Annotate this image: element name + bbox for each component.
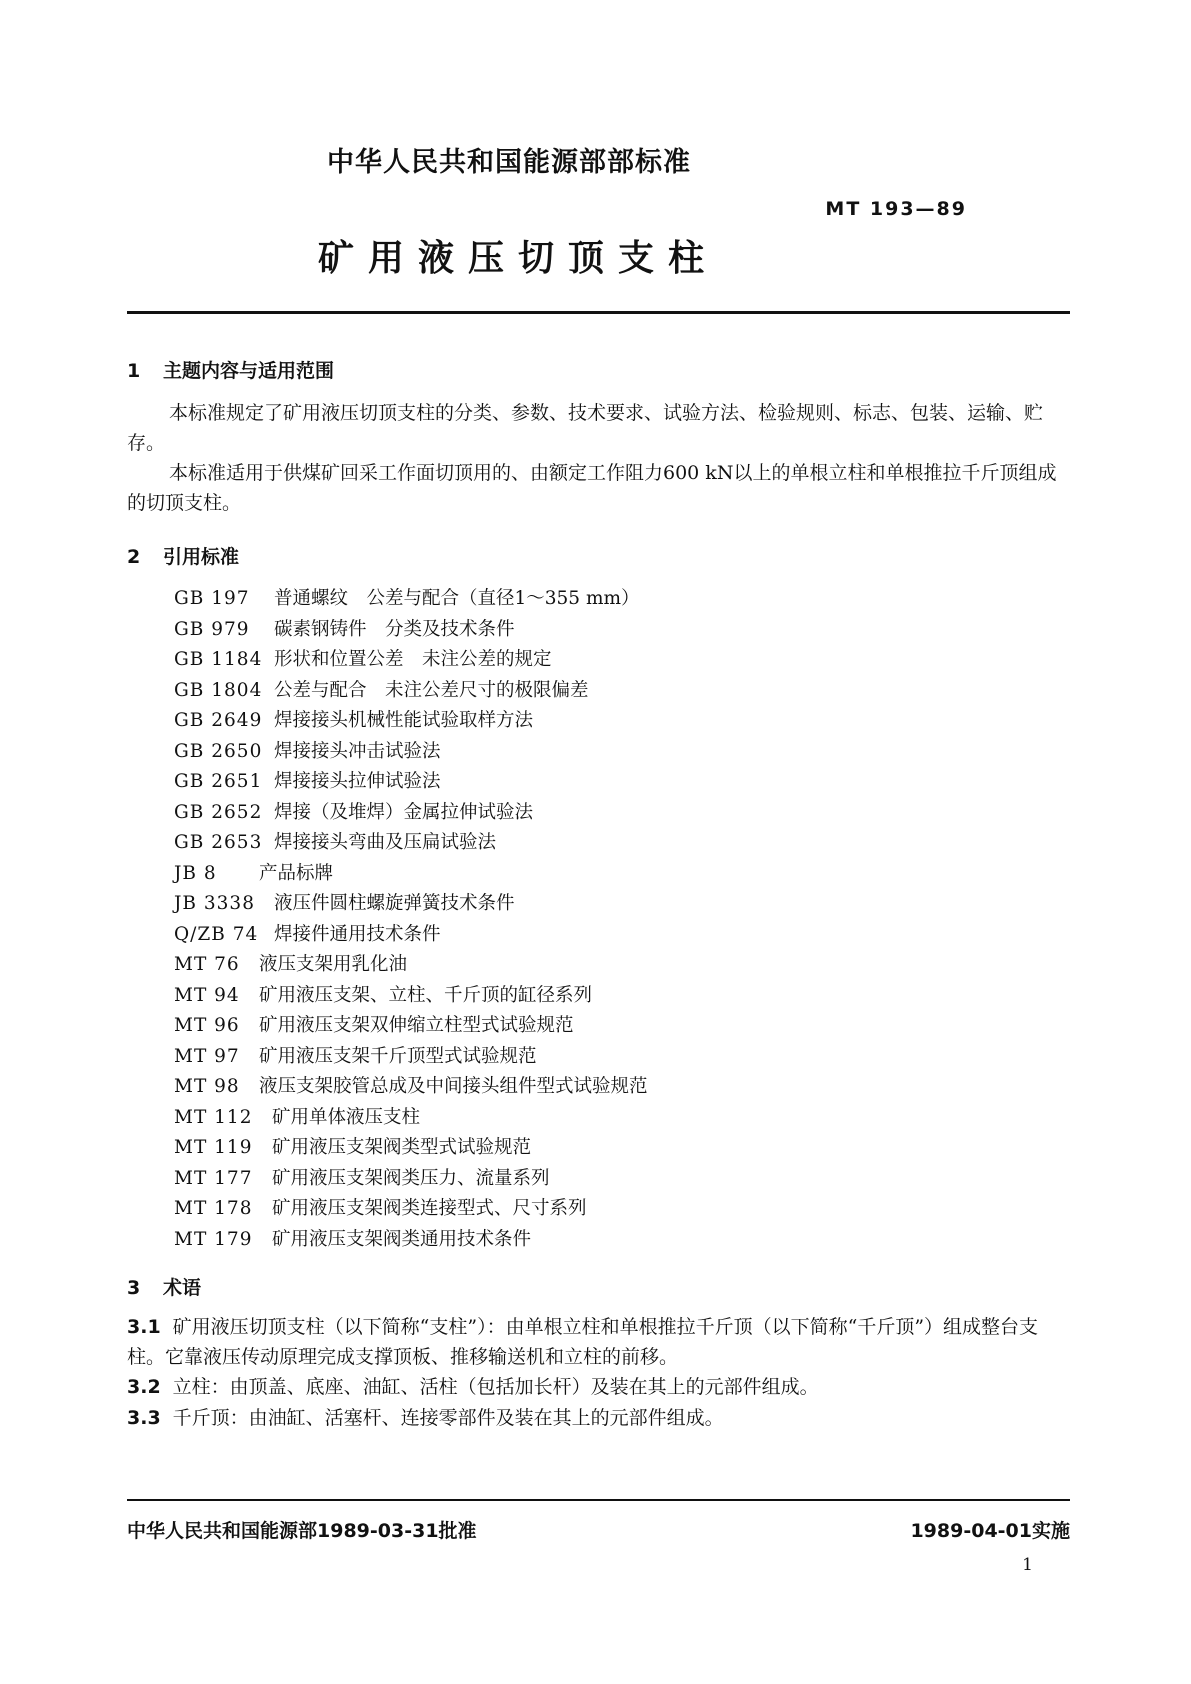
reference-item xyxy=(174,1225,648,1256)
reference-title: 矿用单体液压支柱 xyxy=(272,1106,421,1128)
reference-item xyxy=(174,920,648,951)
reference-title: 液压支架用乳化油 xyxy=(259,954,408,975)
reference-item xyxy=(174,767,648,798)
reference-title: 液压支架胶管总成及中间接头组件型式试验规范 xyxy=(259,1076,648,1097)
reference-code: GB 1184 xyxy=(174,649,263,670)
reference-title: 产品标牌 xyxy=(259,862,334,884)
reference-title: 矿用液压支架双伸缩立柱型式试验规范 xyxy=(259,1015,574,1036)
reference-item xyxy=(174,706,648,737)
term-text: 立柱：由顶盖、底座、油缸、活柱（包括加长杆）及装在其上的元部件组成。 xyxy=(172,1376,819,1398)
reference-code: MT 94 xyxy=(174,984,240,1006)
reference-title: 焊接件通用技术条件 xyxy=(274,923,441,945)
term-item xyxy=(127,1312,1070,1372)
section-1-number: 1 xyxy=(127,360,141,382)
reference-item xyxy=(174,828,648,859)
reference-title: 液压件圆柱螺旋弹簧技术条件 xyxy=(274,893,515,914)
header-divider xyxy=(127,311,1070,314)
reference-item xyxy=(174,1133,648,1164)
document-title: 矿用液压切顶支柱 xyxy=(318,238,719,279)
reference-title: 焊接接头冲击试验法 xyxy=(274,740,441,762)
reference-item xyxy=(174,889,648,920)
reference-code: JB 3338 xyxy=(174,893,255,914)
section-2-title: 引用标准 xyxy=(163,546,240,568)
reference-title: 矿用液压支架阀类型式试验规范 xyxy=(272,1137,532,1158)
term-number: 3.2 xyxy=(127,1376,161,1398)
reference-code: GB 1804 xyxy=(174,679,263,701)
reference-title: 矿用液压支架阀类通用技术条件 xyxy=(272,1228,532,1250)
section-1-title: 主题内容与适用范围 xyxy=(163,360,335,382)
effective-date: 1989-04-01实施 xyxy=(910,1520,1070,1542)
reference-item xyxy=(174,950,648,981)
reference-code: MT 177 xyxy=(174,1167,253,1189)
reference-code: MT 76 xyxy=(174,954,240,975)
reference-code: MT 119 xyxy=(174,1137,253,1158)
reference-item xyxy=(174,1103,648,1134)
reference-title: 焊接接头机械性能试验取样方法 xyxy=(274,710,534,731)
reference-item xyxy=(174,1042,648,1073)
reference-code: MT 179 xyxy=(174,1228,253,1250)
reference-item xyxy=(174,1194,648,1225)
section-3-number: 3 xyxy=(127,1277,141,1299)
reference-item xyxy=(174,859,648,890)
section-2-heading xyxy=(127,542,239,569)
reference-title: 矿用液压支架阀类压力、流量系列 xyxy=(272,1167,550,1189)
section-1-body xyxy=(127,398,1070,518)
reference-item xyxy=(174,798,648,829)
reference-title: 矿用液压支架、立柱、千斤顶的缸径系列 xyxy=(259,984,593,1006)
section-3-title: 术语 xyxy=(163,1277,202,1299)
reference-item xyxy=(174,584,648,615)
reference-list xyxy=(174,584,648,1255)
term-item xyxy=(127,1403,1070,1433)
reference-code: GB 197 xyxy=(174,588,250,609)
reference-item xyxy=(174,615,648,646)
reference-code: GB 2652 xyxy=(174,801,263,823)
reference-item xyxy=(174,1072,648,1103)
section-1-paragraph: 本标准适用于供煤矿回采工作面切顶用的、由额定工作阻力600 kN以上的单根立柱和单根推拉千斤顶组成的切顶支柱。 xyxy=(127,462,1057,514)
term-item xyxy=(127,1372,1070,1402)
reference-code: Q/ZB 74 xyxy=(174,923,259,945)
reference-code: GB 2650 xyxy=(174,740,263,762)
reference-item xyxy=(174,737,648,768)
section-3-heading xyxy=(127,1273,201,1300)
term-number: 3.1 xyxy=(127,1316,161,1338)
reference-code: MT 98 xyxy=(174,1076,240,1097)
reference-code: GB 2649 xyxy=(174,710,263,731)
reference-code: GB 979 xyxy=(174,618,250,640)
page-number: 1 xyxy=(1022,1555,1033,1575)
term-text: 千斤顶：由油缸、活塞杆、连接零部件及装在其上的元部件组成。 xyxy=(172,1407,724,1429)
reference-title: 矿用液压支架千斤顶型式试验规范 xyxy=(259,1045,537,1067)
reference-code: JB 8 xyxy=(174,862,217,884)
reference-item xyxy=(174,1164,648,1195)
term-number: 3.3 xyxy=(127,1407,161,1429)
section-1-paragraph: 本标准规定了矿用液压切顶支柱的分类、参数、技术要求、试验方法、检验规则、标志、包装、运输、贮存。 xyxy=(127,402,1044,454)
reference-item xyxy=(174,676,648,707)
reference-title: 焊接接头拉伸试验法 xyxy=(274,771,441,792)
organization-title: 中华人民共和国能源部部标准 xyxy=(327,147,691,178)
term-text: 矿用液压切顶支柱（以下简称“支柱”）：由单根立柱和单根推拉千斤顶（以下简称“千斤顶”）组成整台支柱。它靠液压传动原理完成支撑顶板、推移输送机和立柱的前移。 xyxy=(127,1316,1039,1368)
reference-title: 焊接接头弯曲及压扁试验法 xyxy=(274,832,497,853)
approval-date: 中华人民共和国能源部1989-03-31批准 xyxy=(127,1520,477,1542)
reference-title: 公差与配合 未注公差尺寸的极限偏差 xyxy=(274,679,589,701)
reference-code: MT 96 xyxy=(174,1015,240,1036)
reference-title: 碳素钢铸件 分类及技术条件 xyxy=(274,618,515,640)
reference-item xyxy=(174,981,648,1012)
reference-title: 焊接（及堆焊）金属拉伸试验法 xyxy=(274,801,534,823)
reference-code: GB 2651 xyxy=(174,771,263,792)
reference-code: MT 97 xyxy=(174,1045,240,1067)
footer-divider xyxy=(127,1499,1070,1501)
reference-title: 矿用液压支架阀类连接型式、尺寸系列 xyxy=(272,1198,587,1219)
reference-title: 普通螺纹 公差与配合（直径1～355 mm） xyxy=(274,588,640,609)
reference-item xyxy=(174,645,648,676)
reference-code: MT 178 xyxy=(174,1198,253,1219)
reference-item xyxy=(174,1011,648,1042)
standard-code: MT 193—89 xyxy=(825,198,967,220)
reference-code: GB 2653 xyxy=(174,832,263,853)
reference-code: MT 112 xyxy=(174,1106,253,1128)
section-2-number: 2 xyxy=(127,546,141,568)
reference-title: 形状和位置公差 未注公差的规定 xyxy=(274,649,552,670)
section-1-heading xyxy=(127,356,334,383)
